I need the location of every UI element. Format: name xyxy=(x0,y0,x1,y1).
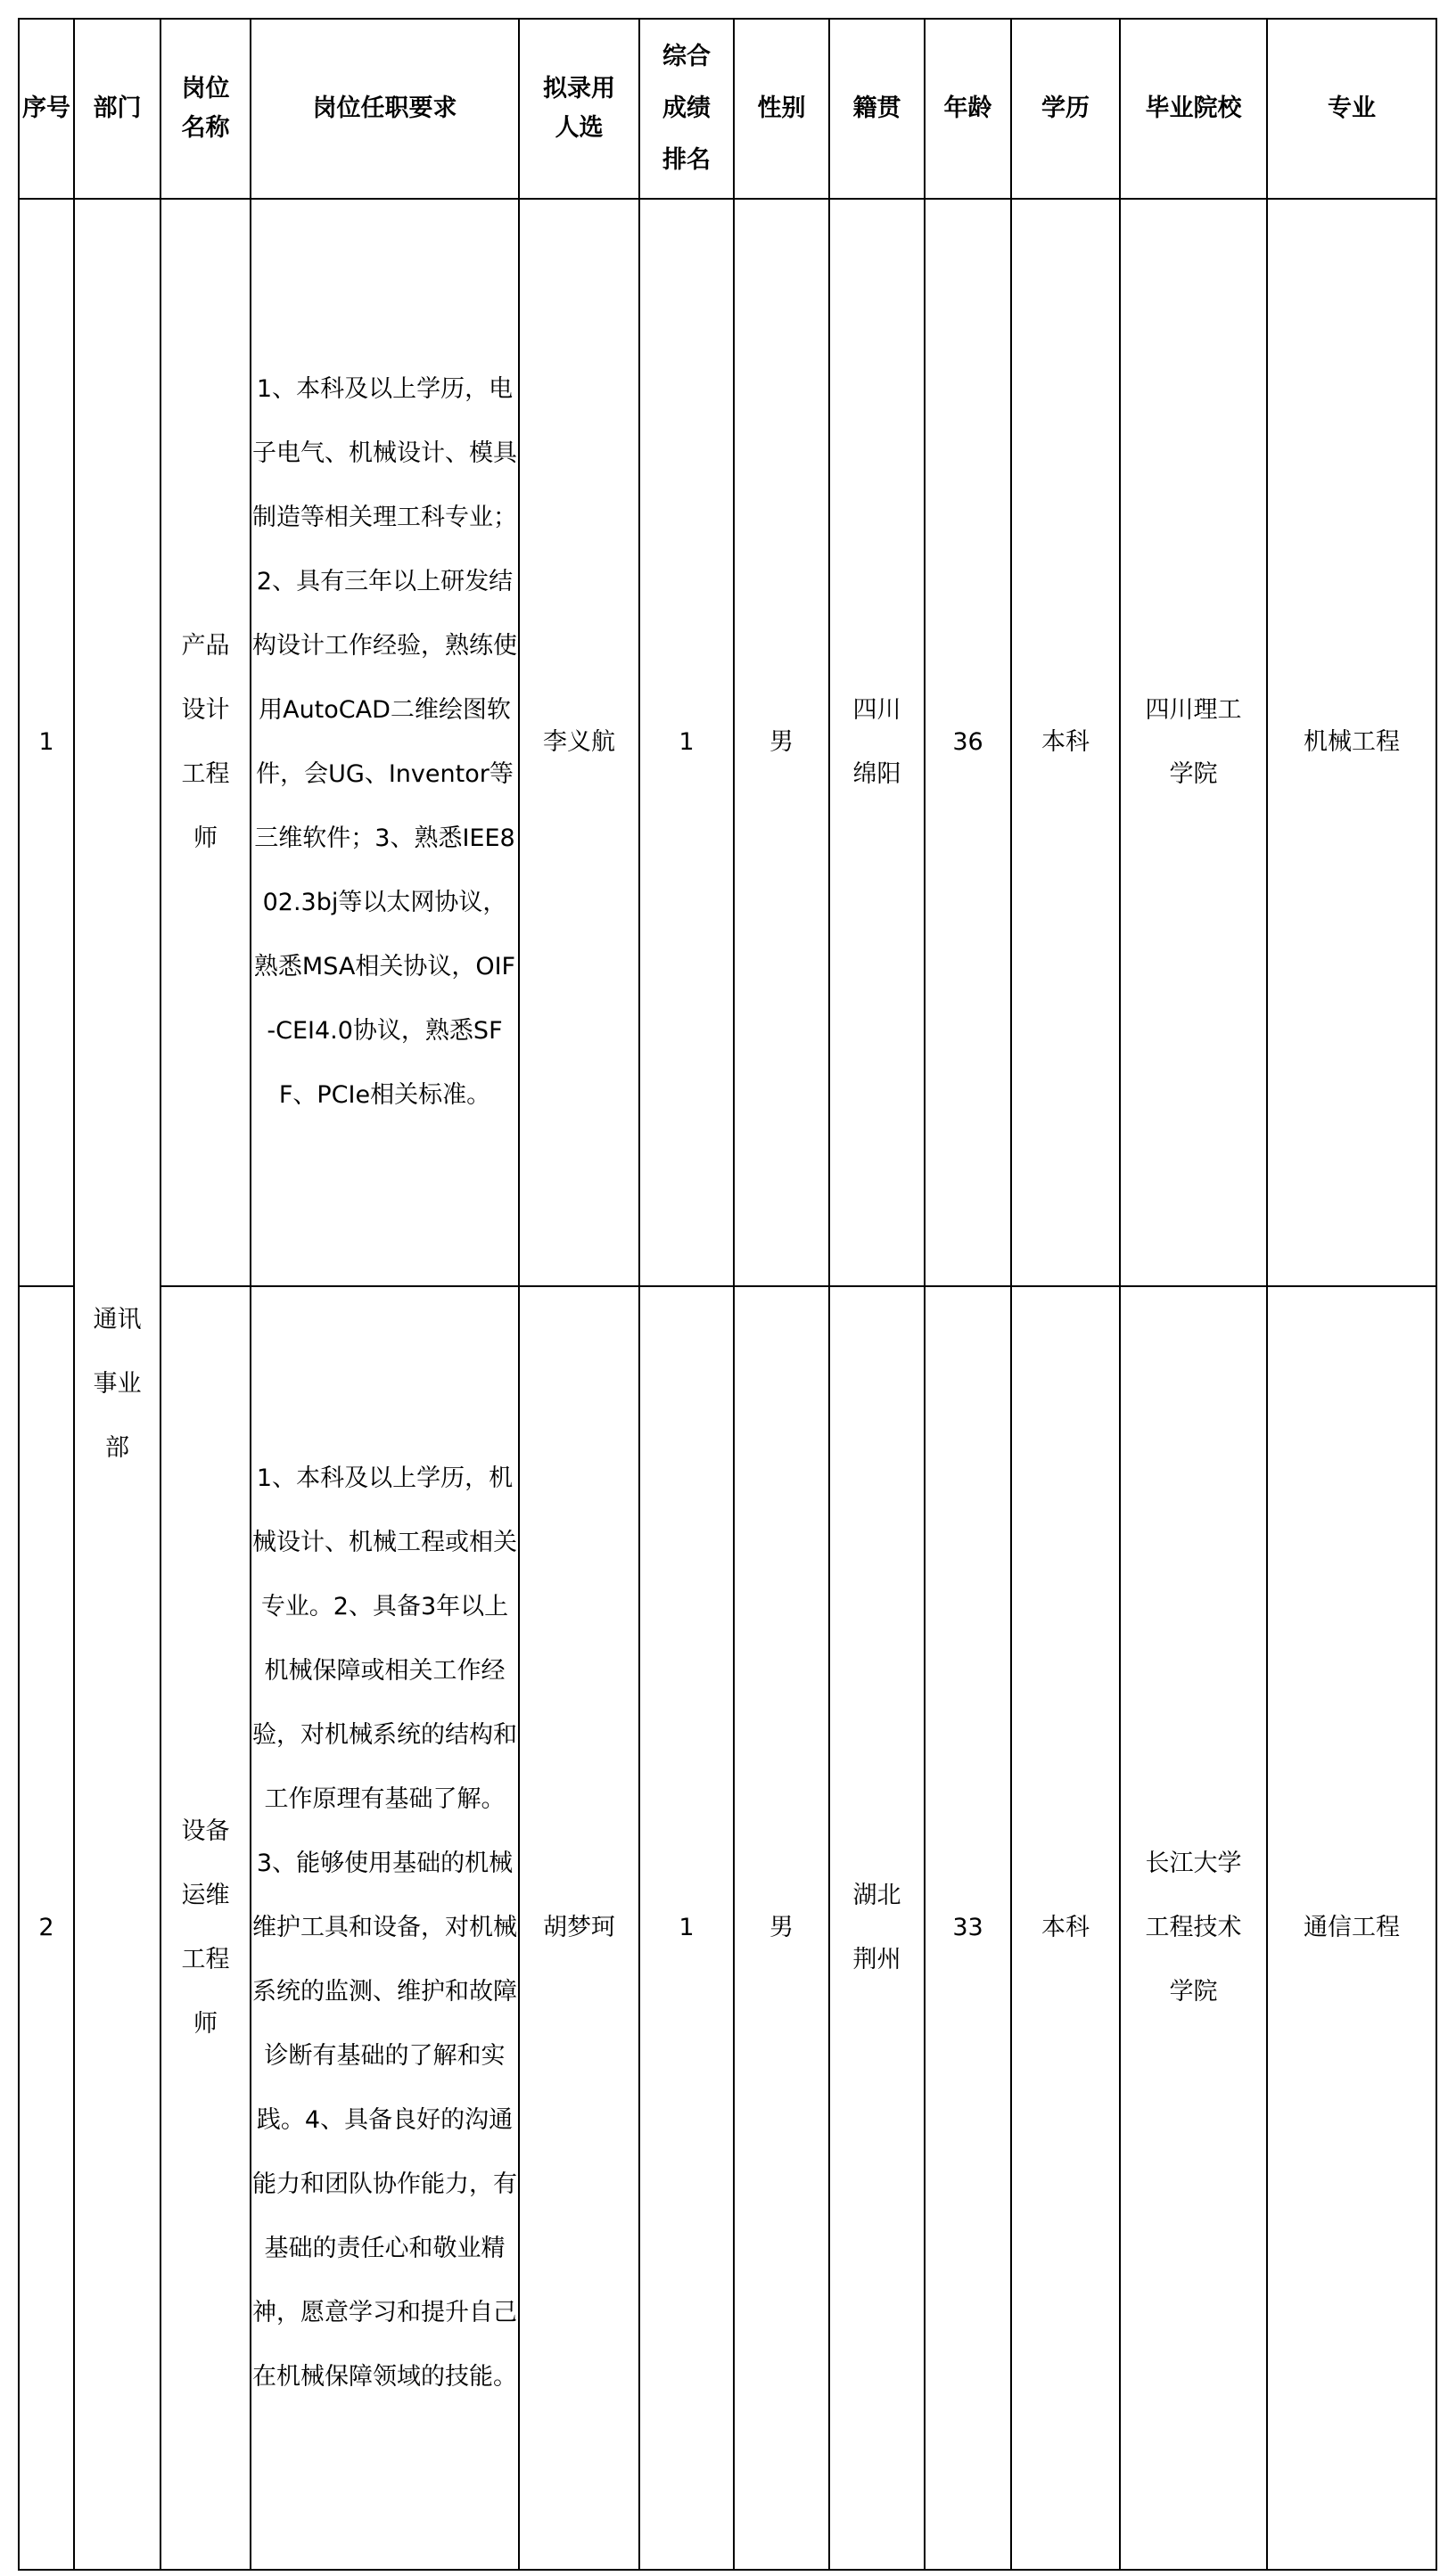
header-age: 年龄 xyxy=(925,19,1011,199)
cell-ranking: 1 xyxy=(639,1286,734,2570)
header-seq: 序号 xyxy=(19,19,74,199)
cell-position: 设备 运维 工程 师 xyxy=(160,1286,251,2570)
table-row xyxy=(19,1286,1436,2570)
header-dept: 部门 xyxy=(74,19,160,199)
cell-age: 33 xyxy=(925,1286,1011,2570)
cell-requirements: 1、本科及以上学历，电子电气、机械设计、模具制造等相关理工科专业；2、具有三年以上研发结构设计工作经验，熟练使用AutoCAD二维绘图软件，会UG、Inventor等三维软件；3、熟悉IEE802.3bj等以太网协议，熟悉MSA相关协议，OIF-CEI4.0协议，熟悉SFF、PCIe相关标准。 xyxy=(251,199,519,1286)
cell-gender: 男 xyxy=(734,199,829,1286)
cell-gender: 男 xyxy=(734,1286,829,2570)
cell-seq: 2 xyxy=(19,1286,74,2570)
cell-school: 四川理工 学院 xyxy=(1120,199,1267,1286)
cell-education: 本科 xyxy=(1011,1286,1120,2570)
header-requirements: 岗位任职要求 xyxy=(251,19,519,199)
cell-age: 36 xyxy=(925,199,1011,1286)
cell-native-place: 湖北 荆州 xyxy=(829,1286,925,2570)
cell-seq: 1 xyxy=(19,199,74,1286)
cell-native-place: 四川 绵阳 xyxy=(829,199,925,1286)
header-candidate: 拟录用 人选 xyxy=(519,19,639,199)
header-education: 学历 xyxy=(1011,19,1120,199)
header-school: 毕业院校 xyxy=(1120,19,1267,199)
cell-major: 机械工程 xyxy=(1267,199,1436,1286)
header-row xyxy=(19,19,1436,199)
cell-department: 通讯 事业 部 xyxy=(74,199,160,2570)
cell-requirements: 1、本科及以上学历，机械设计、机械工程或相关专业。2、具备3年以上机械保障或相关工作经验，对机械系统的结构和工作原理有基础了解。3、能够使用基础的机械维护工具和设备，对机械系统的监测、维护和故障诊断有基础的了解和实践。4、具备良好的沟通能力和团队协作能力，有基础的责任心和敬业精神，愿意学习和提升自己在机械保障领域的技能。 xyxy=(251,1286,519,2570)
table-row xyxy=(19,199,1436,1286)
cell-position: 产品 设计 工程 师 xyxy=(160,199,251,1286)
header-position: 岗位 名称 xyxy=(160,19,251,199)
cell-school: 长江大学 工程技术 学院 xyxy=(1120,1286,1267,2570)
header-ranking: 综合 成绩 排名 xyxy=(639,19,734,199)
cell-candidate: 李义航 xyxy=(519,199,639,1286)
header-major: 专业 xyxy=(1267,19,1436,199)
cell-ranking: 1 xyxy=(639,199,734,1286)
header-gender: 性别 xyxy=(734,19,829,199)
cell-education: 本科 xyxy=(1011,199,1120,1286)
cell-major: 通信工程 xyxy=(1267,1286,1436,2570)
hiring-table xyxy=(18,18,1437,2571)
cell-candidate: 胡梦珂 xyxy=(519,1286,639,2570)
header-native-place: 籍贯 xyxy=(829,19,925,199)
